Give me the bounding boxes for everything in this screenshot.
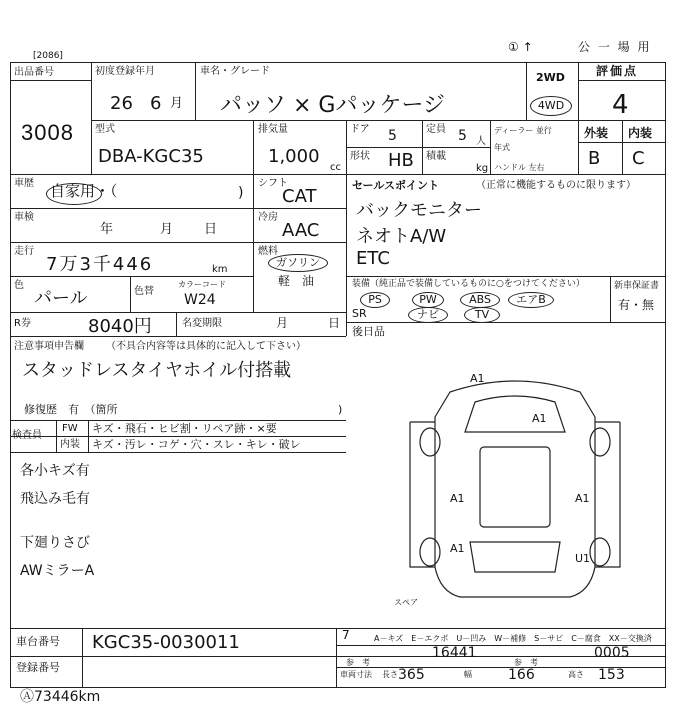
ref-label-1: 参 考 — [346, 658, 370, 667]
history-circle — [46, 183, 102, 205]
chassis-no-value: KGC35-0030011 — [92, 632, 240, 653]
inspection-day-unit: 日 — [204, 222, 218, 237]
inspection-year-unit: 年 — [100, 222, 114, 237]
shape-value: HB — [388, 150, 414, 171]
color-code-value: W24 — [184, 292, 216, 308]
interior-label: 内装 — [628, 126, 653, 140]
mark-left-door: A1 — [450, 492, 465, 505]
vehicle-size-label: 車両寸法 — [340, 670, 372, 679]
4wd-label: 4WD — [530, 96, 572, 116]
first-reg-month: 6 — [150, 93, 162, 114]
comment-1: 各小キズ有 — [20, 463, 90, 479]
mark-right-rear: U1 — [575, 552, 591, 565]
selling-point-3: ETC — [356, 248, 390, 269]
year-label: 年式 — [494, 143, 510, 152]
name-change-month: 月 — [276, 316, 289, 330]
selling-point-2: ネオトA/W — [356, 226, 447, 247]
type-value: DBA-KGC35 — [98, 146, 204, 167]
color-label: 色 — [14, 280, 24, 291]
load-unit: kg — [476, 163, 489, 174]
recycle-label: R券 — [14, 318, 31, 329]
type-label: 型式 — [95, 124, 115, 135]
length-label: 長さ — [382, 670, 398, 679]
rating-value: 4 — [612, 90, 629, 120]
repair-history-label: 修復歴 有 （箇所 — [24, 403, 118, 416]
interior-grade: C — [632, 148, 645, 169]
capacity-label: 定員 — [426, 124, 446, 135]
first-reg-month-unit: 月 — [170, 96, 184, 111]
warranty-value: 有・無 — [618, 298, 655, 312]
equip-navi: ナビ — [408, 307, 448, 323]
doors-value: 5 — [388, 128, 397, 144]
selling-point-1: バックモニター — [356, 200, 482, 221]
length-value: 365 — [398, 667, 425, 683]
capacity-value: 5 — [458, 128, 467, 144]
lot-no-value: 3008 — [21, 120, 74, 145]
mileage-value: 7万3千446 — [46, 254, 154, 275]
comment-2: 飛込み毛有 — [20, 491, 90, 507]
exterior-grade: B — [588, 148, 601, 169]
rating-label: 評価点 — [596, 64, 639, 78]
comment-4: AWミラーA — [20, 563, 95, 579]
dealer-label: ディーラー 並行 — [494, 126, 552, 135]
spare-label: スペア — [394, 598, 418, 607]
history-label: 車歴 — [14, 178, 34, 189]
name-change-day: 日 — [328, 316, 341, 330]
car-name-value: パッソ × Gパッケージ — [220, 93, 446, 118]
2wd-label: 2WD — [536, 71, 565, 84]
shift-value: CAT — [282, 186, 317, 207]
chassis-no-label: 車台番号 — [16, 635, 60, 648]
color-code-label: カラーコード — [178, 280, 226, 289]
color-change-label: 色替 — [134, 286, 154, 297]
capacity-unit: 人 — [476, 136, 486, 147]
height-label: 高さ — [568, 670, 584, 679]
equip-pw: PW — [412, 292, 444, 308]
mark-hood: A1 — [532, 412, 547, 425]
footer-mileage: Ⓐ73446km — [20, 689, 101, 705]
fw-label: FW — [62, 423, 78, 434]
cc-unit: cc — [330, 162, 341, 173]
height-value: 153 — [598, 667, 625, 683]
color-value: パール — [34, 288, 88, 309]
venue-label: 公 一 場 用 — [578, 40, 652, 54]
equip-ps: PS — [360, 292, 390, 308]
first-reg-year: 26 — [110, 93, 133, 114]
first-reg-label: 初度登録年月 — [95, 66, 155, 77]
width-value: 166 — [508, 667, 535, 683]
mileage-label: 走行 — [14, 246, 34, 257]
ref-label-2: 参 考 — [514, 658, 538, 667]
mark-front: A1 — [470, 372, 485, 385]
warranty-label: 新車保証書 — [614, 281, 660, 291]
doors-label: ドア — [350, 124, 370, 135]
interior-items: キズ・汚レ・コゲ・穴・スレ・キレ・破レ — [92, 438, 301, 451]
lot-no-label: 出品番号 — [14, 67, 54, 78]
recycle-value: 8040円 — [88, 316, 152, 337]
notes-sub: （不具合内容等は具体的に記入して下さい） — [106, 341, 306, 352]
fw-items: キズ・飛石・ヒビ割・リペア跡・×要 — [92, 422, 277, 435]
notes-label: 注意事項申告欄 — [14, 341, 84, 352]
mark-left-rear: A1 — [450, 542, 465, 555]
sr-label: SR — [352, 307, 367, 320]
shape-label: 形状 — [350, 151, 370, 162]
history-value: 自家用・（ — [50, 182, 118, 200]
auction-sheet: [2086] ① ↑ 公 一 場 用 出品番号 3008 初度登録年月 26 6 月 車名・グレード パッソ × Gパッケージ 2WD 4WD 評価点 4 外装 内装 B C 型式 DBA-KGC35 排気量 1,000 cc ドア 5 定員 5 人 ディーラー 並行 形状 HB 積載 kg 年式 ハンドル 左右 車歴 自家用・（ ) 車検 年 月 日 走行 7万3千446 km 色 パール 色替 カラーコード W24 シフト CAT 冷房 AAC 燃料 ガソリン 軽 油 R券 8040円 名変期限 月 日 注意事項申告欄 （不具合内容等は具体的に記入して下さい） スタッドレスタイヤホイル付搭載 修復歴 有 （箇所 ) 検査員 FW 内装 キズ・飛石・ヒビ割・リペア跡・×要 キズ・汚レ・コゲ・穴・スレ・キレ・破レ 各小キズ有 飛込み毛有 下廻りさび AWミラーA セールスポイント （正常に機能するものに限ります） バックモニター ネオトA/W ETC 装備（純正品で装備しているものに○をつけてください） SR 後日品 新車保証書 有・無 PS PW ABS エアB ナビ TV A1 A1 A1 A1 A1 U1 スペア 車台番号 KGC35-0030011 登録番号 7 A－キズ E－エクボ U－凹み W－補修 S－サビ C－腐食 XX－交換済 参 考 16441 参 考 0005 車両寸法 長さ 365 幅 166 高さ 153 Ⓐ73446km — [0, 0, 700, 700]
legend: A－キズ E－エクボ U－凹み W－補修 S－サビ C－腐食 XX－交換済 — [374, 634, 652, 643]
inspection-label: 車検 — [14, 212, 34, 223]
venue-mark: ① ↑ — [508, 40, 533, 54]
equip-abs: ABS — [460, 292, 500, 308]
displacement-value: 1,000 — [268, 146, 320, 167]
width-label: 幅 — [464, 670, 472, 679]
inspector-label: 検査員 — [12, 430, 42, 441]
ac-label: 冷房 — [258, 212, 278, 223]
car-diagram — [390, 362, 640, 612]
doc-code: [2086] — [33, 51, 63, 61]
interior-inspect-label: 内装 — [60, 439, 80, 450]
fuel-value: ガソリン — [268, 254, 328, 272]
inspection-month-unit: 月 — [160, 222, 174, 237]
car-name-label: 車名・グレード — [200, 66, 270, 77]
after-date-label: 後日品 — [352, 325, 385, 338]
reg-no-label: 登録番号 — [16, 661, 60, 674]
ref-value-1: 16441 — [432, 645, 477, 661]
equipment-label: 装備（純正品で装備しているものに○をつけてください） — [352, 279, 585, 289]
mileage-unit: km — [212, 264, 228, 275]
fuel-label: 燃料 — [258, 246, 278, 257]
notes-value: スタッドレスタイヤホイル付搭載 — [22, 360, 292, 381]
mark-right-door: A1 — [575, 492, 590, 505]
ac-value: AAC — [282, 220, 320, 241]
selling-points-label: セールスポイント — [352, 179, 440, 192]
equip-tv: TV — [464, 307, 500, 323]
selling-points-sub: （正常に機能するものに限ります） — [476, 180, 636, 191]
ref-value-2: 0005 — [594, 645, 630, 661]
reg-ref: 7 — [342, 628, 350, 642]
equip-airbag: エアB — [508, 292, 554, 308]
load-label: 積載 — [426, 151, 446, 162]
displacement-label: 排気量 — [258, 124, 288, 135]
fuel-alt: 軽 油 — [278, 274, 315, 288]
comment-3: 下廻りさび — [20, 535, 90, 551]
exterior-label: 外装 — [584, 126, 609, 140]
handle-label: ハンドル 左右 — [494, 163, 545, 172]
shift-label: シフト — [258, 178, 288, 189]
name-change-label: 名変期限 — [182, 318, 222, 329]
